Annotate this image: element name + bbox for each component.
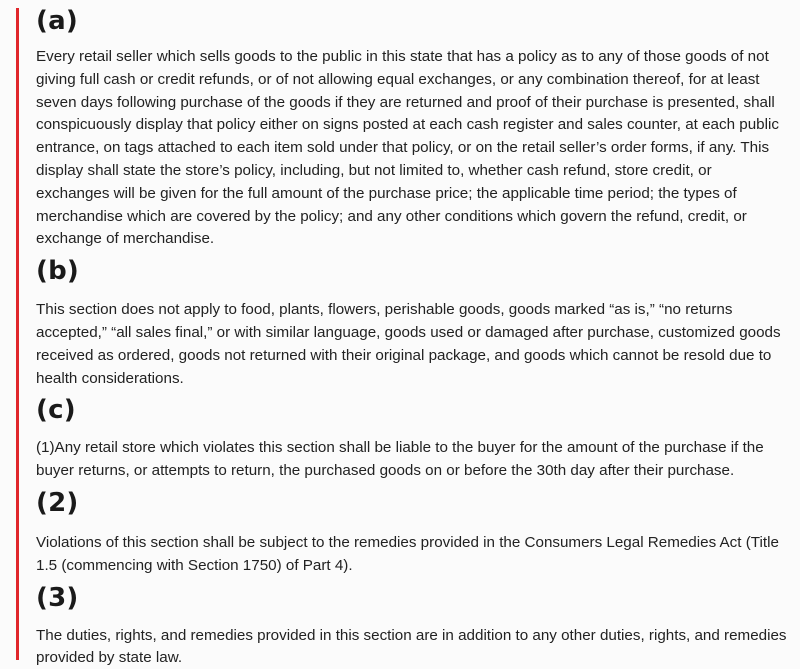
section-2-heading: (2): [36, 487, 79, 518]
section-3-heading: (3): [36, 582, 79, 613]
section-c-text: (1)Any retail store which violates this section shall be liable to the buyer for the amount of the purchase if the buyer returns, or attempts to return, the purchased goods on or before the 30th day after their purchase.: [36, 439, 764, 480]
section-2-text: Violations of this section shall be subject to the remedies provided in the Consumers Legal Remedies Act (Title 1.5 (commencing with Section 1750) of Part 4).: [36, 533, 779, 574]
section-3-text: The duties, rights, and remedies provided in this section are in addition to any other duties, rights, and remedies provided by state law.: [36, 626, 787, 667]
section-c-heading: (c): [36, 395, 76, 426]
section-a-text: Every retail seller which sells goods to the public in this state that has a policy as to any of those goods of not giving full cash or credit refunds, or of not allowing equal exchanges, or any combination thereof, for at least seven days following purchase of the goods if they are returned and proof of their purchase is presented, shall conspicuously display that policy either on signs posted at each cash register and sales counter, at each public entrance, on tags attached to each item sold under that policy, or on the retail seller’s order forms, if any. This display shall state the store’s policy, including, but not limited to, whether cash refund, store credit, or exchanges will be given for the full amount of the purchase price; the applicable time period; the types of merchandise which are covered by the policy; and any other conditions which govern the refund, credit, or exchange of merchandise.: [36, 48, 779, 248]
section-a-heading: (a): [36, 6, 78, 36]
left-accent-rule: [16, 8, 19, 660]
section-b-text: This section does not apply to food, plants, flowers, perishable goods, goods marked “as is,” “no returns accepted,” “all sales final,” or with similar language, goods used or damaged after purchase, customized goods received as ordered, goods not returned with their original package, and goods which cannot be resold due to health considerations.: [36, 301, 781, 387]
section-b-heading: (b): [36, 256, 79, 287]
document-content: [36, 0, 788, 669]
